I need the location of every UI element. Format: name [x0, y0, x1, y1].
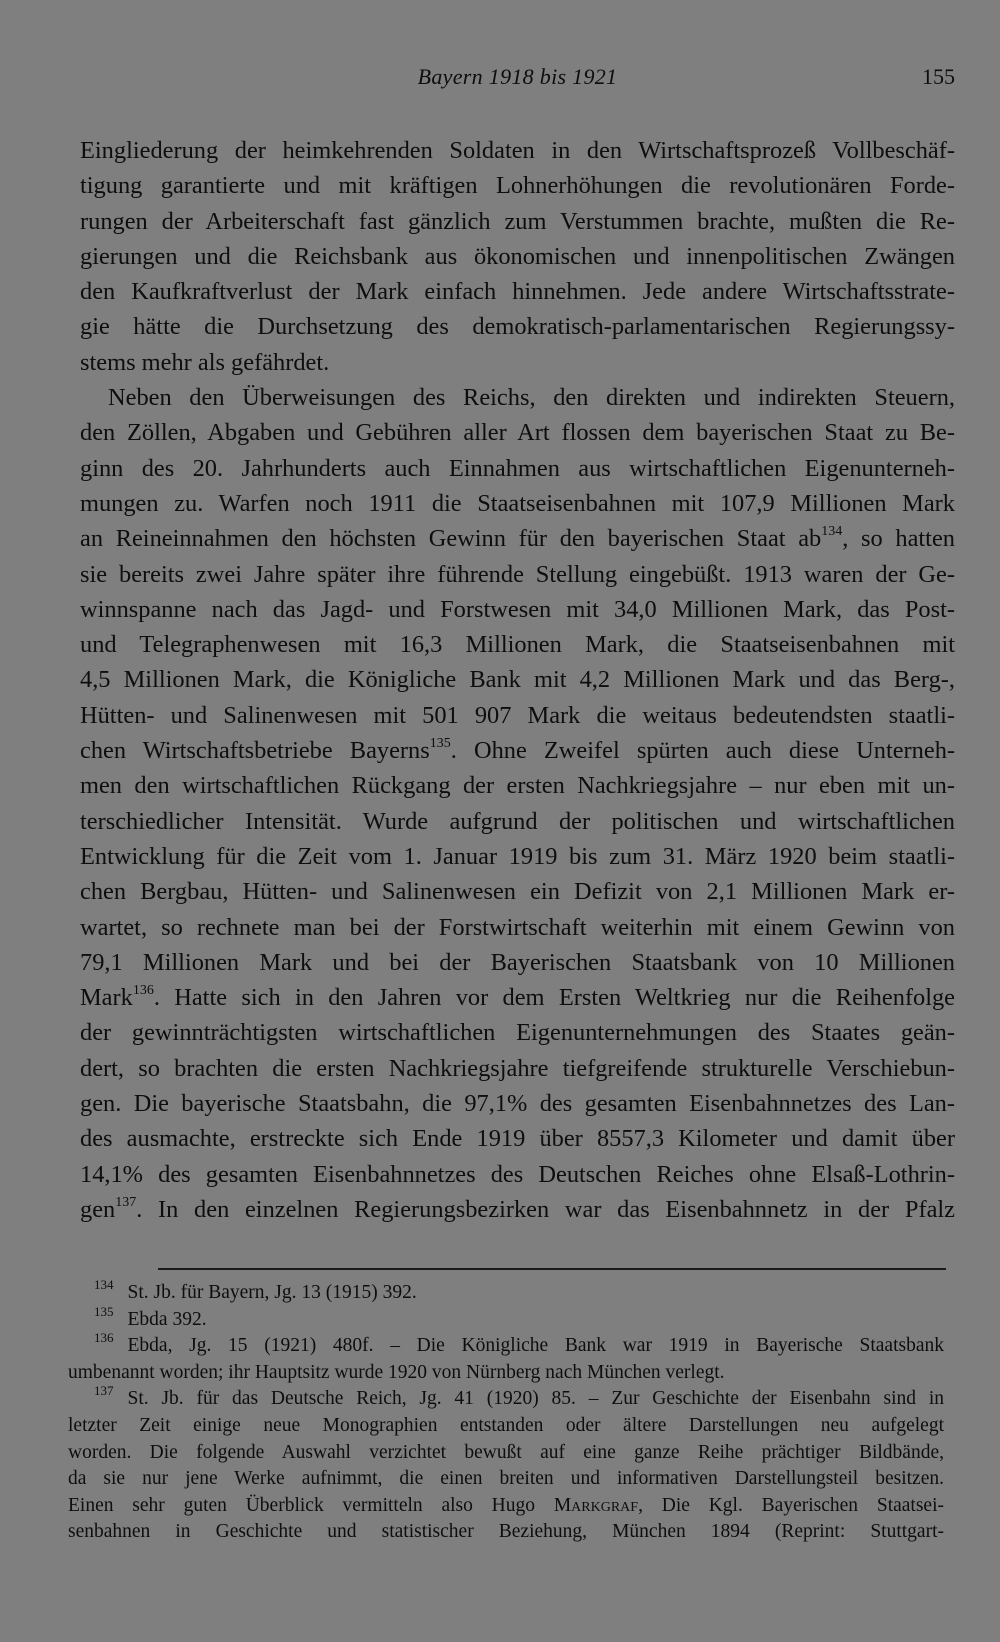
page-header — [80, 64, 955, 104]
footnote-number: 136 — [94, 1330, 114, 1346]
footnote-text: Einen sehr guten Überblick vermitteln also Hugo — [68, 1494, 554, 1516]
text-line: men den wirtschaftlichen Rückgang der ersten Nachkriegsjahre – nur eben mit un- — [80, 772, 955, 800]
text-line — [80, 1192, 955, 1227]
text-line: terschiedlicher Intensität. Wurde aufgrund der politischen und wirtschaftlichen — [80, 807, 955, 835]
text-line — [80, 980, 955, 1015]
text-span: Mark — [80, 984, 133, 1012]
text-line: dert, so brachten die ersten Nachkriegsjahre tiefgreifende strukturelle Verschiebun- — [80, 1054, 955, 1082]
footnote-number: 134 — [94, 1277, 114, 1292]
footnote-number: 137 — [94, 1383, 114, 1399]
footnote-number: 135 — [94, 1303, 114, 1319]
footnote-text: , Die Kgl. Bayerischen Staatsei- — [638, 1494, 944, 1516]
text-line: den Zöllen, Abgaben und Gebühren aller Art flossen dem bayerischen Staat zu Be- — [80, 419, 955, 447]
text-line: der gewinnträchtigsten wirtschaftlichen Eigenunternehmungen des Staates geän- — [80, 1019, 955, 1047]
text-span: . Ohne Zweifel spürten auch diese Unterneh- — [450, 737, 956, 765]
text-line: Neben den Überweisungen des Reichs, den direkten und indirekten Steuern, — [108, 384, 955, 412]
footnote-line: umbenannt worden; ihr Hauptsitz wurde 1920 von Nürnberg nach München verlegt. — [68, 1361, 725, 1383]
footnote-line: letzter Zeit einige neue Monographien entstanden oder ältere Darstellungen neu aufgelegt — [68, 1414, 944, 1436]
text-line: Hütten- und Salinenwesen mit 501 907 Mark die weitaus bedeutendsten staatli- — [80, 701, 955, 729]
text-line: wartet, so rechnete man bei der Forstwirtschaft weiterhin mit einem Gewinn von — [80, 913, 955, 941]
text-line: rungen der Arbeiterschaft fast gänzlich zum Verstummen brachte, mußten die Re- — [80, 207, 955, 235]
footnotes — [68, 1277, 944, 1546]
text-line: winnspanne nach das Jagd- und Forstwesen mit 34,0 Millionen Mark, das Post- — [80, 595, 955, 623]
footnote-137 — [68, 1383, 944, 1413]
footnote-136 — [68, 1330, 944, 1360]
page-number: 155 — [922, 64, 955, 89]
text-span: an Reineinnahmen den höchsten Gewinn für den bayerischen Staat ab — [80, 525, 822, 553]
text-line: und Telegraphenwesen mit 16,3 Millionen Mark, die Staatseisenbahnen mit — [80, 631, 955, 659]
text-line: den Kaufkraftverlust der Mark einfach hinnehmen. Jede andere Wirtschaftsstrate- — [80, 278, 955, 306]
text-line: 14,1% des gesamten Eisenbahnnetzes des Deutschen Reiches ohne Elsaß-Lothrin- — [80, 1160, 955, 1188]
footnote-134 — [68, 1277, 944, 1307]
body-text — [80, 133, 955, 1227]
text-line: sie bereits zwei Jahre später ihre führende Stellung eingebüßt. 1913 waren der Ge- — [80, 560, 955, 588]
footnote-line: da sie nur jene Werke aufnimmt, die einen breiten und informativen Darstellungsteil besitzen. — [68, 1468, 944, 1490]
footnote-line — [68, 1493, 944, 1520]
footnote-ref-136: 136 — [132, 983, 154, 999]
text-line — [80, 521, 955, 556]
author-name: Markgraf — [553, 1494, 639, 1516]
footnote-text: St. Jb. für Bayern, Jg. 13 (1915) 392. — [127, 1282, 417, 1303]
footnote-ref-137: 137 — [115, 1194, 137, 1210]
text-line: gen. Die bayerische Staatsbahn, die 97,1% des gesamten Eisenbahnnetzes des Lan- — [80, 1090, 955, 1118]
text-line — [80, 733, 955, 768]
text-line: tigung garantierte und mit kräftigen Lohnerhöhungen die revolutionären Forde- — [80, 172, 955, 200]
text-line: stems mehr als gefährdet. — [80, 348, 330, 376]
footnote-text: St. Jb. für das Deutsche Reich, Jg. 41 (1920) 85. – Zur Geschichte der Eisenbahn sind in — [127, 1388, 944, 1410]
footnote-text: Ebda, Jg. 15 (1921) 480f. – Die Königliche Bank war 1919 in Bayerische Staatsbank — [127, 1335, 944, 1357]
footnote-ref-135: 135 — [429, 736, 451, 752]
text-line: des ausmachte, erstreckte sich Ende 1919 über 8557,3 Kilometer und damit über — [80, 1125, 955, 1153]
text-span: , so hatten — [842, 525, 955, 553]
footnote-line: senbahnen in Geschichte und statistischer Beziehung, München 1894 (Reprint: Stuttgart- — [68, 1521, 944, 1543]
text-line: gie hätte die Durchsetzung des demokratisch-parlamentarischen Regierungssy- — [80, 313, 955, 341]
text-span: . Hatte sich in den Jahren vor dem Ersten Weltkrieg nur die Reihenfolge — [153, 984, 955, 1012]
footnote-ref-134: 134 — [821, 524, 843, 540]
footnote-135 — [68, 1303, 944, 1334]
running-title: Bayern 1918 bis 1921 — [417, 64, 618, 89]
text-line: 4,5 Millionen Mark, die Königliche Bank mit 4,2 Millionen Mark und das Berg-, — [80, 666, 955, 694]
text-span: . In den einzelnen Regierungsbezirken war das Eisenbahnnetz in der Pfalz — [136, 1195, 955, 1223]
text-line: Eingliederung der heimkehrenden Soldaten in den Wirtschaftsprozeß Vollbeschäf- — [80, 137, 955, 164]
footnote-divider — [158, 1268, 946, 1270]
text-span: chen Wirtschaftsbetriebe Bayerns — [80, 737, 430, 765]
text-line: mungen zu. Warfen noch 1911 die Staatseisenbahnen mit 107,9 Millionen Mark — [80, 489, 955, 517]
text-span: gen — [80, 1195, 116, 1223]
text-line: ginn des 20. Jahrhunderts auch Einnahmen aus wirtschaftlichen Eigenunterneh- — [80, 454, 955, 482]
footnote-text: Ebda 392. — [127, 1308, 207, 1330]
footnote-line: worden. Die folgende Auswahl verzichtet bewußt auf eine ganze Reihe prächtiger Bildbände, — [68, 1441, 944, 1463]
text-line: 79,1 Millionen Mark und bei der Bayerischen Staatsbank von 10 Millionen — [80, 948, 955, 976]
text-line: chen Bergbau, Hütten- und Salinenwesen ein Defizit von 2,1 Millionen Mark er- — [80, 878, 955, 906]
text-line: gierungen und die Reichsbank aus ökonomischen und innenpolitischen Zwängen — [80, 242, 955, 270]
text-line: Entwicklung für die Zeit vom 1. Januar 1919 bis zum 31. März 1920 beim staatli- — [80, 842, 955, 870]
